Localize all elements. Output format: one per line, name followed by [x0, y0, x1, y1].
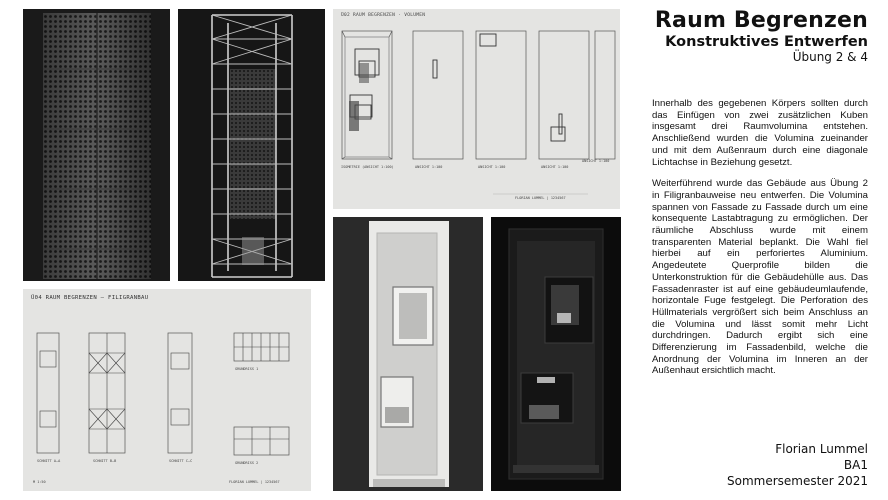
sheet-heading: Ü04 RAUM BEGRENZEN – FILIGRANBAU	[31, 295, 149, 301]
exercise-label: Übung 2 & 4	[792, 50, 868, 64]
drawing-label: ISOMETRIE (ANSICHT 1:100)	[341, 165, 394, 169]
title-block	[655, 8, 868, 65]
photo-filigree-frame-model	[178, 9, 325, 281]
drawing-label: SCHNITT A–A	[37, 459, 61, 463]
interior-model-light-illustration	[333, 217, 483, 491]
program-label: BA1	[843, 458, 868, 472]
sheet-footer: M 1:50	[33, 480, 46, 484]
photo-perforated-facade-model	[23, 9, 170, 281]
drawing-sheet-filigree	[23, 289, 311, 491]
interior-model-dark-illustration	[491, 217, 621, 491]
semester-label: Sommersemester 2021	[727, 474, 868, 488]
author-name: Florian Lummel	[775, 442, 868, 456]
photo-interior-model-light	[333, 217, 483, 491]
filigree-frame-illustration	[178, 9, 325, 281]
drawing-label: ANSICHT 1:100	[415, 165, 443, 169]
drawing-label: ANSICHT 1:100	[582, 159, 610, 163]
sheet-footer: FLORIAN LUMMEL | 1234567	[515, 196, 566, 200]
page-title: Raum Begrenzen	[654, 8, 868, 33]
drawing-label: GRUNDRISS 1	[235, 367, 259, 371]
volumes-drawing	[333, 9, 620, 209]
description-paragraph: Weiterführend wurde das Gebäude aus Übung 2 in Filigranbauweise neu entwerfen. Die Volumina spannen von Fassade zu Fassade durch um eine konsequente Lastabtragung zu ermöglichen. Der räumliche Abschluss wurde mit einem transparenten Material beplankt. Die Wahl fiel hierbei auf ein perforiertes Aluminium. Angedeutete Querprofile bilden die Unterkonstruktion für die Gebäudehülle aus. Das Fassadenraster ist auf eine gebäudeumlaufende, horizontale Fuge festgelegt. Die Perforation des Hüllmaterials vergrößert sich beim Anschluss an die Volumina und lässt somit mehr Licht durchdringen. Dadurch ergibt sich eine Differenzierung im Fassadenbild, welche die Anordnung der Volumina im Inneren an der Außenhaut ersichtlich macht.	[652, 178, 868, 377]
perforated-facade-illustration	[23, 9, 170, 281]
filigree-drawing	[23, 289, 311, 491]
drawing-label: GRUNDRISS 2	[235, 461, 259, 465]
description-text	[652, 98, 868, 387]
photo-interior-model-dark	[491, 217, 621, 491]
author-block	[727, 441, 868, 489]
sheet-heading: Ü02 RAUM BEGRENZEN · VOLUMEN	[341, 13, 426, 18]
drawing-label: ANSICHT 1:100	[478, 165, 506, 169]
drawing-label: SCHNITT B–B	[93, 459, 117, 463]
sheet-footer: FLORIAN LUMMEL | 1234567	[229, 480, 280, 484]
drawing-sheet-volumes	[333, 9, 620, 209]
page-subtitle: Konstruktives Entwerfen	[665, 34, 868, 50]
drawing-label: ANSICHT 1:100	[541, 165, 569, 169]
drawing-label: SCHNITT C–C	[169, 459, 193, 463]
description-paragraph: Innerhalb des gegebenen Körpers sollten durch das Einfügen von zwei zusätzlichen Kuben insgesamt drei Raumvolumina entstehen. Anschließend wurden die Volumina zueinander und mit dem Außenraum durch eine diagonale Lichtachse in Beziehung gesetzt.	[652, 98, 868, 168]
